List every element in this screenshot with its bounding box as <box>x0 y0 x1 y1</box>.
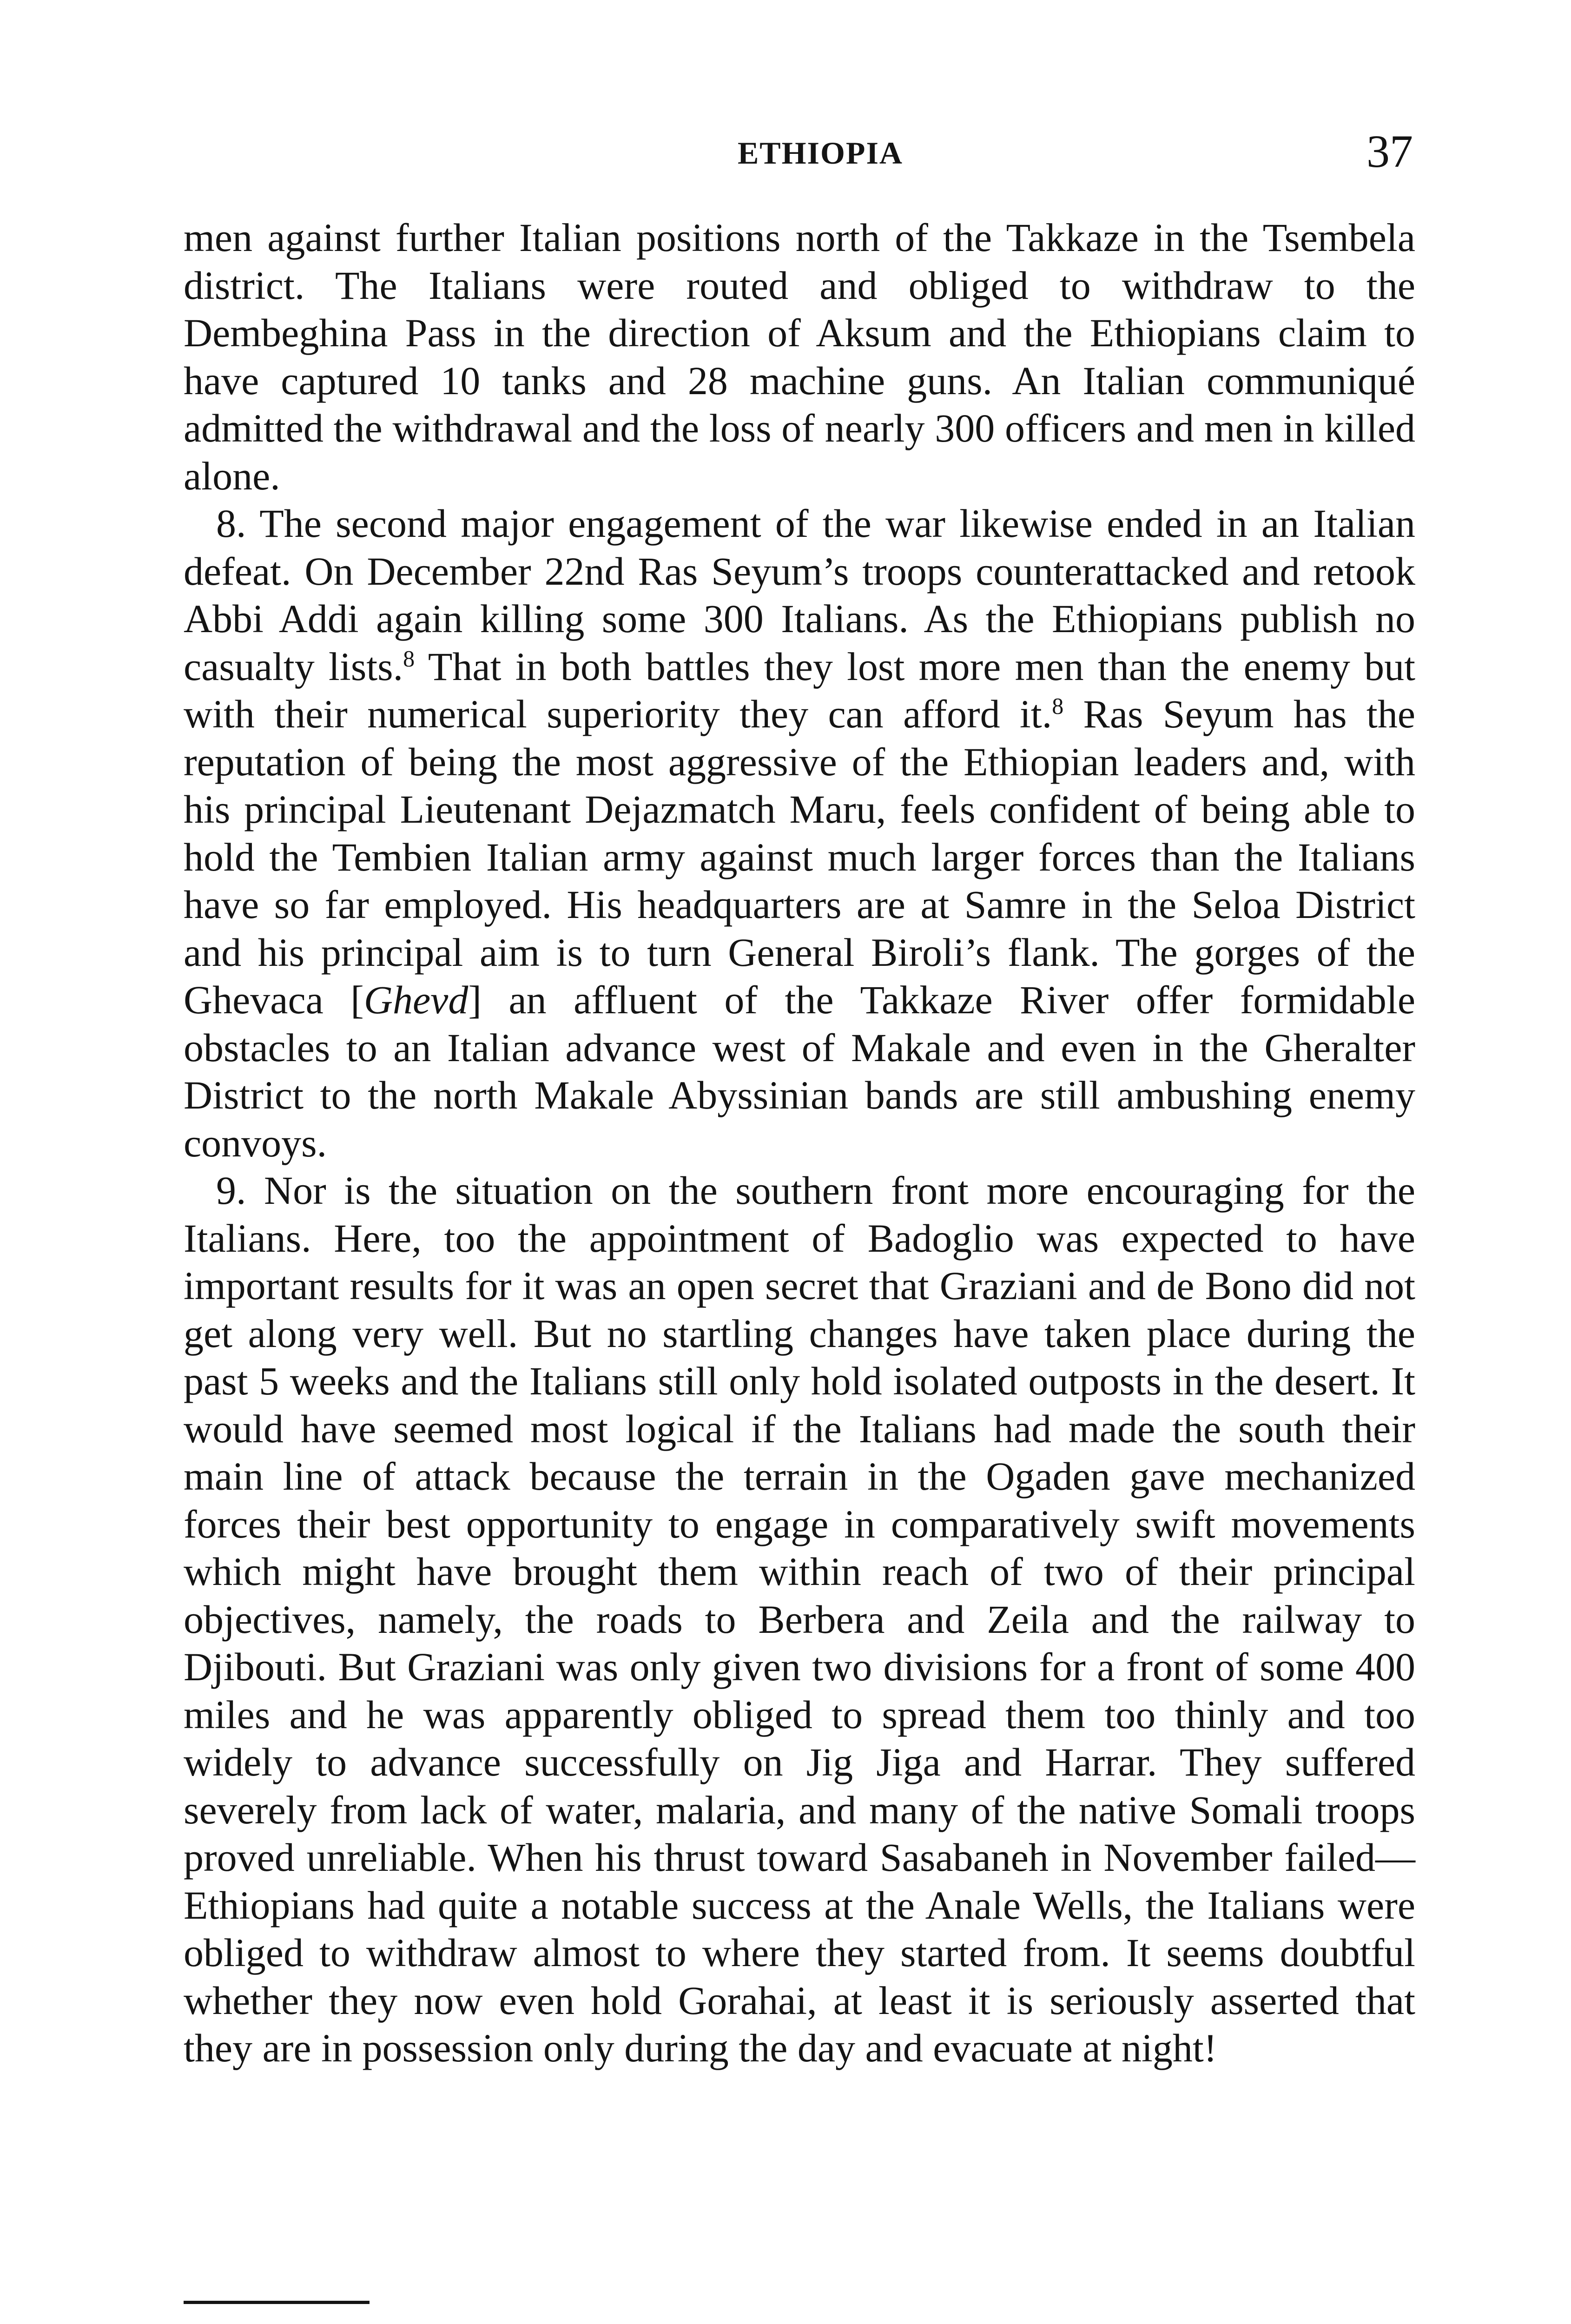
footnote-reference: 8 <box>403 645 415 671</box>
paragraph-9: 9. Nor is the situation on the southern front more encouraging for the Italians. Here, too the appointment of Badoglio was expected to have important results for it was an open secret that Graziani and de Bono did not get along very well. But no startling changes have taken place during the past 5 weeks and the Italians still only hold isolated outposts in the desert. It would have seemed most logical if the Italians had made the south their main line of attack because the terrain in the Ogaden gave mechanized forces their best opportunity to engage in comparatively swift movements which might have brought them within reach of two of their principal objectives, namely, the roads to Berbera and Zeila and the railway to Djibouti. But Graziani was only given two divisions for a front of some 400 miles and he was apparently obliged to spread them too thinly and too widely to advance successfully on Jig Jiga and Harrar. They suffered severely from lack of water, malaria, and many of the native Somali troops proved unreliable. When his thrust toward Sasabaneh in November failed—Ethiopians had quite a notable success at the Anale Wells, the Italians were obliged to withdraw almost to where they started from. It seems doubtful whether they now even hold Gorahai, at least it is seriously asserted that they are in possession only during the day and evacuate at night! <box>184 1168 1415 2070</box>
running-title: ETHIOPIA <box>737 135 904 171</box>
paragraph-8-text-a: 8. The second major engagement of the war likewise ended in an Italian defeat. On December 22nd Ras Seyum’s troops counterattacked and retook Abbi Addi again killing some 300 Italians. As the Ethiopians publish no casualty lists. <box>184 501 1415 689</box>
page-number: 37 <box>1366 125 1413 177</box>
paragraph-continuation: men against further Italian positions north of the Takkaze in the Tsembela district. The Italians were routed and obliged to withdraw to the Dembeghina Pass in the direction of Aksum and the Ethiopians claim to have captured 10 tanks and 28 machine guns. An Italian communiqué admitted the withdrawal and the loss of nearly 300 officers and men in killed alone. <box>184 215 1415 498</box>
footnote-reference: 8 <box>1052 693 1064 719</box>
footnote-divider <box>184 2301 370 2304</box>
paragraph-8-italic-term: Ghevd <box>363 977 469 1022</box>
paragraph-8 <box>184 500 1415 1167</box>
paragraph-8-text-d: ] an affluent of the Takkaze River offer formidable obstacles to an Italian advance west of Makale and even in the Gheralter District to the north Makale Abyssinian bands are still ambushing enemy convoys. <box>184 977 1416 1165</box>
body-text <box>184 214 1415 2072</box>
paragraph-8-text-b: That in both battles they lost more men than the enemy but with their numerical superiority they can afford it. <box>184 644 1415 736</box>
paragraph-8-text-c: Ras Seyum has the reputation of being the most aggressive of the Ethiopian leaders and, with his principal Lieutenant Dejazmatch Maru, feels confident of being able to hold the Tembien Italian army against much larger forces than the Italians have so far employed. His headquarters are at Samre in the Seloa District and his principal aim is to turn General Biroli’s flank. The gorges of the Ghevaca [ <box>184 692 1415 1022</box>
